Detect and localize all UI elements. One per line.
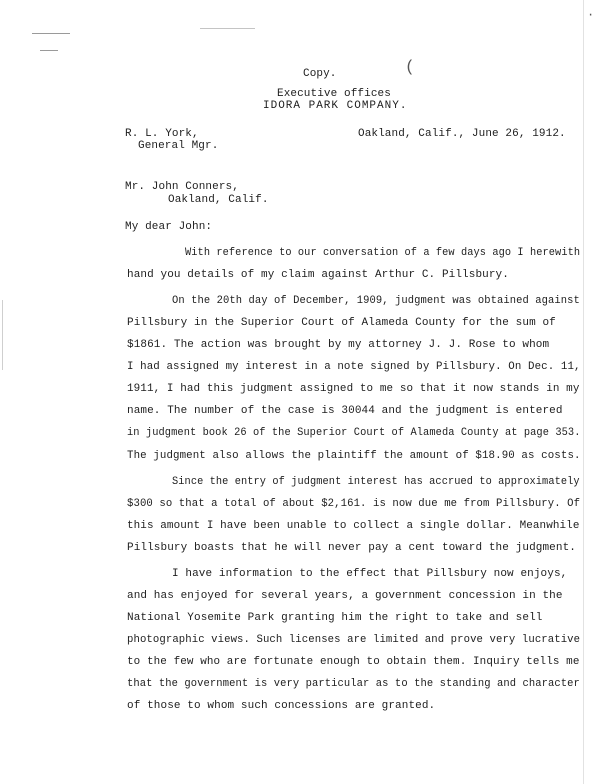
body-line: The judgment also allows the plaintiff the amount of $18.90 as costs. (127, 450, 581, 462)
recipient-city: Oakland, Calif. (168, 194, 269, 206)
body-line: Pillsbury in the Superior Court of Alameda County for the sum of (127, 317, 556, 329)
body-line: National Yosemite Park granting him the right to take and sell (127, 612, 543, 624)
body-line: and has enjoyed for several years, a government concession in the (127, 590, 563, 602)
sender-title: General Mgr. (138, 140, 219, 152)
company-name: IDORA PARK COMPANY. (263, 100, 408, 112)
body-line: in judgment book 26 of the Superior Court of Alameda County at page 353. (127, 427, 581, 439)
dateline: Oakland, Calif., June 26, 1912. (358, 128, 566, 140)
body-line: of those to whom such concessions are granted. (127, 700, 436, 712)
scan-speck (583, 0, 584, 784)
body-line: 1911, I had this judgment assigned to me so that it now stands in my (127, 383, 580, 395)
body-line: On the 20th day of December, 1909, judgment was obtained against (172, 295, 580, 307)
body-line: to the few who are fortunate enough to obtain them. Inquiry tells me (127, 656, 580, 668)
scan-speck (200, 28, 255, 29)
recipient-name: Mr. John Conners, (125, 181, 239, 193)
scan-speck (2, 300, 3, 370)
body-line: Since the entry of judgment interest has accrued to approximately (172, 476, 580, 488)
salutation: My dear John: (125, 221, 213, 233)
body-line: $1861. The action was brought by my attorney J. J. Rose to whom (127, 339, 550, 351)
office-line: Executive offices (277, 88, 391, 100)
body-line: With reference to our conversation of a few days ago I herewith (185, 247, 581, 259)
body-line: this amount I have been unable to collect a single dollar. Meanwhile (127, 520, 580, 532)
scan-speck (32, 33, 70, 34)
body-line: photographic views. Such licenses are limited and prove very lucrative (127, 634, 581, 646)
sender-name: R. L. York, (125, 128, 199, 140)
body-line: Pillsbury boasts that he will never pay a cent toward the judgment. (127, 542, 576, 554)
body-line: that the government is very particular as to the standing and character (127, 678, 580, 690)
body-line: hand you details of my claim against Arthur C. Pillsbury. (127, 269, 509, 281)
edge-mark: · (587, 8, 595, 22)
body-line: I have information to the effect that Pillsbury now enjoys, (172, 568, 568, 580)
body-line: I had assigned my interest in a note signed by Pillsbury. On Dec. 11, (127, 361, 581, 373)
scan-speck (40, 50, 58, 51)
body-line: $300 so that a total of about $2,161. is now due me from Pillsbury. Of (127, 498, 581, 510)
body-line: name. The number of the case is 30044 and the judgment is entered (127, 405, 563, 417)
copy-label: Copy. (303, 68, 337, 80)
edge-mark: ( (405, 58, 415, 76)
